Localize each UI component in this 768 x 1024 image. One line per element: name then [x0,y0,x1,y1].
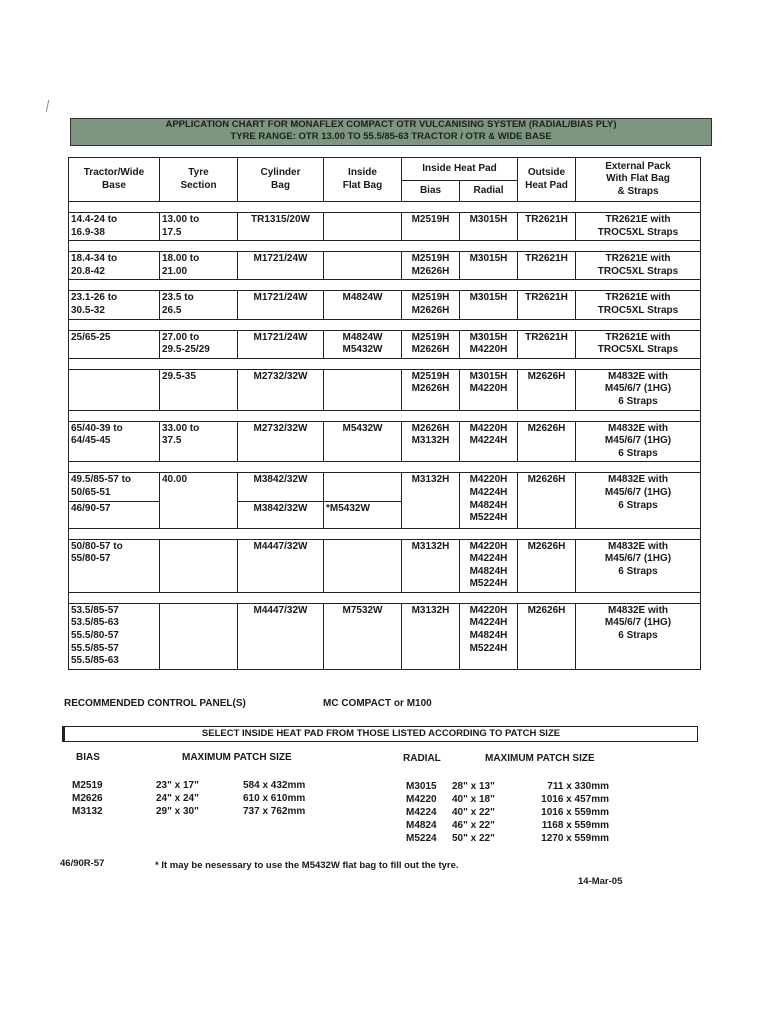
cell-bias: M2519H M2626H [402,369,460,410]
cell-external: TR2621E with TROC5XL Straps [576,252,701,280]
cell-cylinder: M4447/32W [238,603,324,669]
cell-radial: M3015H M4220H [460,330,518,358]
footnote-text: * It may be nesessary to use the M5432W flat bag to fill out the tyre. [155,860,459,871]
cell-cylinder: M1721/24W [238,330,324,358]
cell-bias: M3132H [402,603,460,669]
row-spacer [69,410,701,421]
cell-tractor: 53.5/85-57 53.5/85-63 55.5/80-57 55.5/85-57 55.5/85-63 [69,603,160,669]
header-external-pack: External Pack With Flat Bag & Straps [576,158,701,202]
header-tractor: Tractor/Wide Base [69,158,160,202]
radial-inches-list [452,780,495,845]
cell-flat-bag [324,473,402,501]
row-spacer [69,202,701,213]
cell-external: M4832E with M45/6/7 (1HG) 6 Straps [576,421,701,462]
cell-bias: M3132H [402,473,460,528]
cell-cylinder: M1721/24W [238,252,324,280]
list-item: M4220 [406,794,437,805]
cell-outside: TR2621H [518,213,576,241]
cell-tyre: 29.5-35 [160,369,238,410]
row-spacer [69,280,701,291]
list-item: 23" x 17" [156,780,199,791]
radial-codes-list [406,780,437,845]
list-item: M3132 [72,806,103,817]
cell-flat-bag: *M5432W [324,501,402,528]
control-panel-label: RECOMMENDED CONTROL PANEL(S) [64,698,246,709]
list-item: 50" x 22" [452,833,495,844]
cell-external: M4832E with M45/6/7 (1HG) 6 Straps [576,369,701,410]
cell-radial: M3015H [460,213,518,241]
list-item: 1016 x 457mm [541,794,609,805]
cell-tyre: 18.00 to 21.00 [160,252,238,280]
title-line-2: TYRE RANGE: OTR 13.00 TO 55.5/85-63 TRACTOR / OTR & WIDE BASE [230,131,552,142]
footnote-reference: 46/90R-57 [60,858,105,869]
cell-radial: M4220H M4224H [460,421,518,462]
list-item: M3015 [406,781,437,792]
cell-tractor: 25/65-25 [69,330,160,358]
list-item: 24" x 24" [156,793,199,804]
cell-external: TR2621E with TROC5XL Straps [576,330,701,358]
cell-cylinder: M2732/32W [238,421,324,462]
cell-flat-bag [324,213,402,241]
cell-flat-bag [324,252,402,280]
list-item: 711 x 330mm [547,781,609,792]
list-item: 29" x 30" [156,806,199,817]
table-row [69,473,701,501]
list-item: M5224 [406,833,437,844]
cell-bias: M2519H M2626H [402,252,460,280]
list-item: M2519 [72,780,103,791]
cell-tractor: 65/40-39 to 64/45-45 [69,421,160,462]
bias-patch-heading: MAXIMUM PATCH SIZE [182,752,292,763]
row-spacer [69,319,701,330]
cell-tractor: 14.4-24 to 16.9-38 [69,213,160,241]
cell-outside: M2626H [518,421,576,462]
cell-tyre: 13.00 to 17.5 [160,213,238,241]
table-row [69,330,701,358]
cell-tractor: 18.4-34 to 20.8-42 [69,252,160,280]
row-spacer [69,241,701,252]
cell-tractor: 50/80-57 to 55/80-57 [69,539,160,592]
cell-flat-bag: M5432W [324,421,402,462]
header-outside-heat-pad: Outside Heat Pad [518,158,576,202]
cell-tyre: 23.5 to 26.5 [160,291,238,319]
list-item: 1016 x 559mm [541,807,609,818]
title-banner [70,118,712,146]
cell-cylinder: M4447/32W [238,539,324,592]
header-radial: Radial [460,181,518,202]
control-panel-value: MC COMPACT or M100 [323,698,432,709]
list-item: 610 x 610mm [243,793,306,804]
row-spacer [69,462,701,473]
cell-outside: M2626H [518,603,576,669]
cell-outside: TR2621H [518,291,576,319]
row-spacer [69,358,701,369]
cell-radial: M4220H M4224H M4824H M5224H [460,473,518,528]
cell-cylinder: M3842/32W [238,501,324,528]
cell-flat-bag: M4824W M5432W [324,330,402,358]
cell-flat-bag: M4824W [324,291,402,319]
document-date: 14-Mar-05 [578,876,623,887]
cell-bias: M3132H [402,539,460,592]
cell-tyre: 27.00 to 29.5-25/29 [160,330,238,358]
table-row [69,369,701,410]
cell-flat-bag [324,539,402,592]
cell-tyre: 33.00 to 37.5 [160,421,238,462]
table-row [69,603,701,669]
cell-tyre: 40.00 [160,473,238,528]
list-item: 1270 x 559mm [541,833,609,844]
cell-radial: M3015H M4220H [460,369,518,410]
cell-tractor: 49.5/85-57 to 50/65-51 [69,473,160,501]
cell-external: TR2621E with TROC5XL Straps [576,213,701,241]
row-spacer [69,592,701,603]
cell-external: M4832E with M45/6/7 (1HG) 6 Straps [576,603,701,669]
list-item: 28" x 13" [452,781,495,792]
cell-outside: M2626H [518,369,576,410]
cell-cylinder: M3842/32W [238,473,324,501]
header-inside-heat-pad: Inside Heat Pad [402,158,518,181]
list-item: 40" x 18" [452,794,495,805]
cell-radial: M3015H [460,252,518,280]
bias-mm-list [243,779,305,818]
cell-external: M4832E with M45/6/7 (1HG) 6 Straps [576,539,701,592]
cell-cylinder: M2732/32W [238,369,324,410]
cell-tyre [160,539,238,592]
cell-tractor [69,369,160,410]
cell-outside: M2626H [518,473,576,528]
header-inside-flat-bag: Inside Flat Bag [324,158,402,202]
bias-codes-list [72,779,103,818]
table-row [69,539,701,592]
cell-tyre [160,603,238,669]
list-item: M4824 [406,820,437,831]
application-chart-table [68,157,701,670]
scan-mark [46,100,49,112]
bias-heading: BIAS [76,752,100,763]
cell-bias: M2519H M2626H [402,330,460,358]
list-item: 584 x 432mm [243,780,306,791]
radial-patch-heading: MAXIMUM PATCH SIZE [485,753,595,764]
row-spacer [69,528,701,539]
cell-outside: M2626H [518,539,576,592]
cell-cylinder: TR1315/20W [238,213,324,241]
list-item: M2626 [72,793,103,804]
cell-outside: TR2621H [518,330,576,358]
select-heat-pad-note: SELECT INSIDE HEAT PAD FROM THOSE LISTED ACCORDING TO PATCH SIZE [62,726,698,742]
header-tyre-section: Tyre Section [160,158,238,202]
cell-flat-bag [324,369,402,410]
radial-mm-list [521,780,609,845]
table-row [69,291,701,319]
cell-radial: M4220H M4224H M4824H M5224H [460,603,518,669]
cell-external: TR2621E with TROC5XL Straps [576,291,701,319]
table-row [69,252,701,280]
table-row [69,421,701,462]
list-item: 1168 x 559mm [541,820,609,831]
cell-outside: TR2621H [518,252,576,280]
cell-tractor: 46/90-57 [69,501,160,528]
cell-flat-bag: M7532W [324,603,402,669]
cell-external: M4832E with M45/6/7 (1HG) 6 Straps [576,473,701,528]
list-item: M4224 [406,807,437,818]
cell-tractor: 23.1-26 to 30.5-32 [69,291,160,319]
header-cylinder-bag: Cylinder Bag [238,158,324,202]
list-item: 46" x 22" [452,820,495,831]
cell-bias: M2519H M2626H [402,291,460,319]
cell-cylinder: M1721/24W [238,291,324,319]
title-line-1: APPLICATION CHART FOR MONAFLEX COMPACT OTR VULCANISING SYSTEM (RADIAL/BIAS PLY) [165,119,617,130]
list-item: 40" x 22" [452,807,495,818]
cell-radial: M3015H [460,291,518,319]
cell-bias: M2519H [402,213,460,241]
table-row [69,213,701,241]
bias-inches-list [156,779,199,818]
cell-bias: M2626H M3132H [402,421,460,462]
radial-heading: RADIAL [403,753,441,764]
list-item: 737 x 762mm [243,806,306,817]
header-bias: Bias [402,181,460,202]
cell-radial: M4220H M4224H M4824H M5224H [460,539,518,592]
